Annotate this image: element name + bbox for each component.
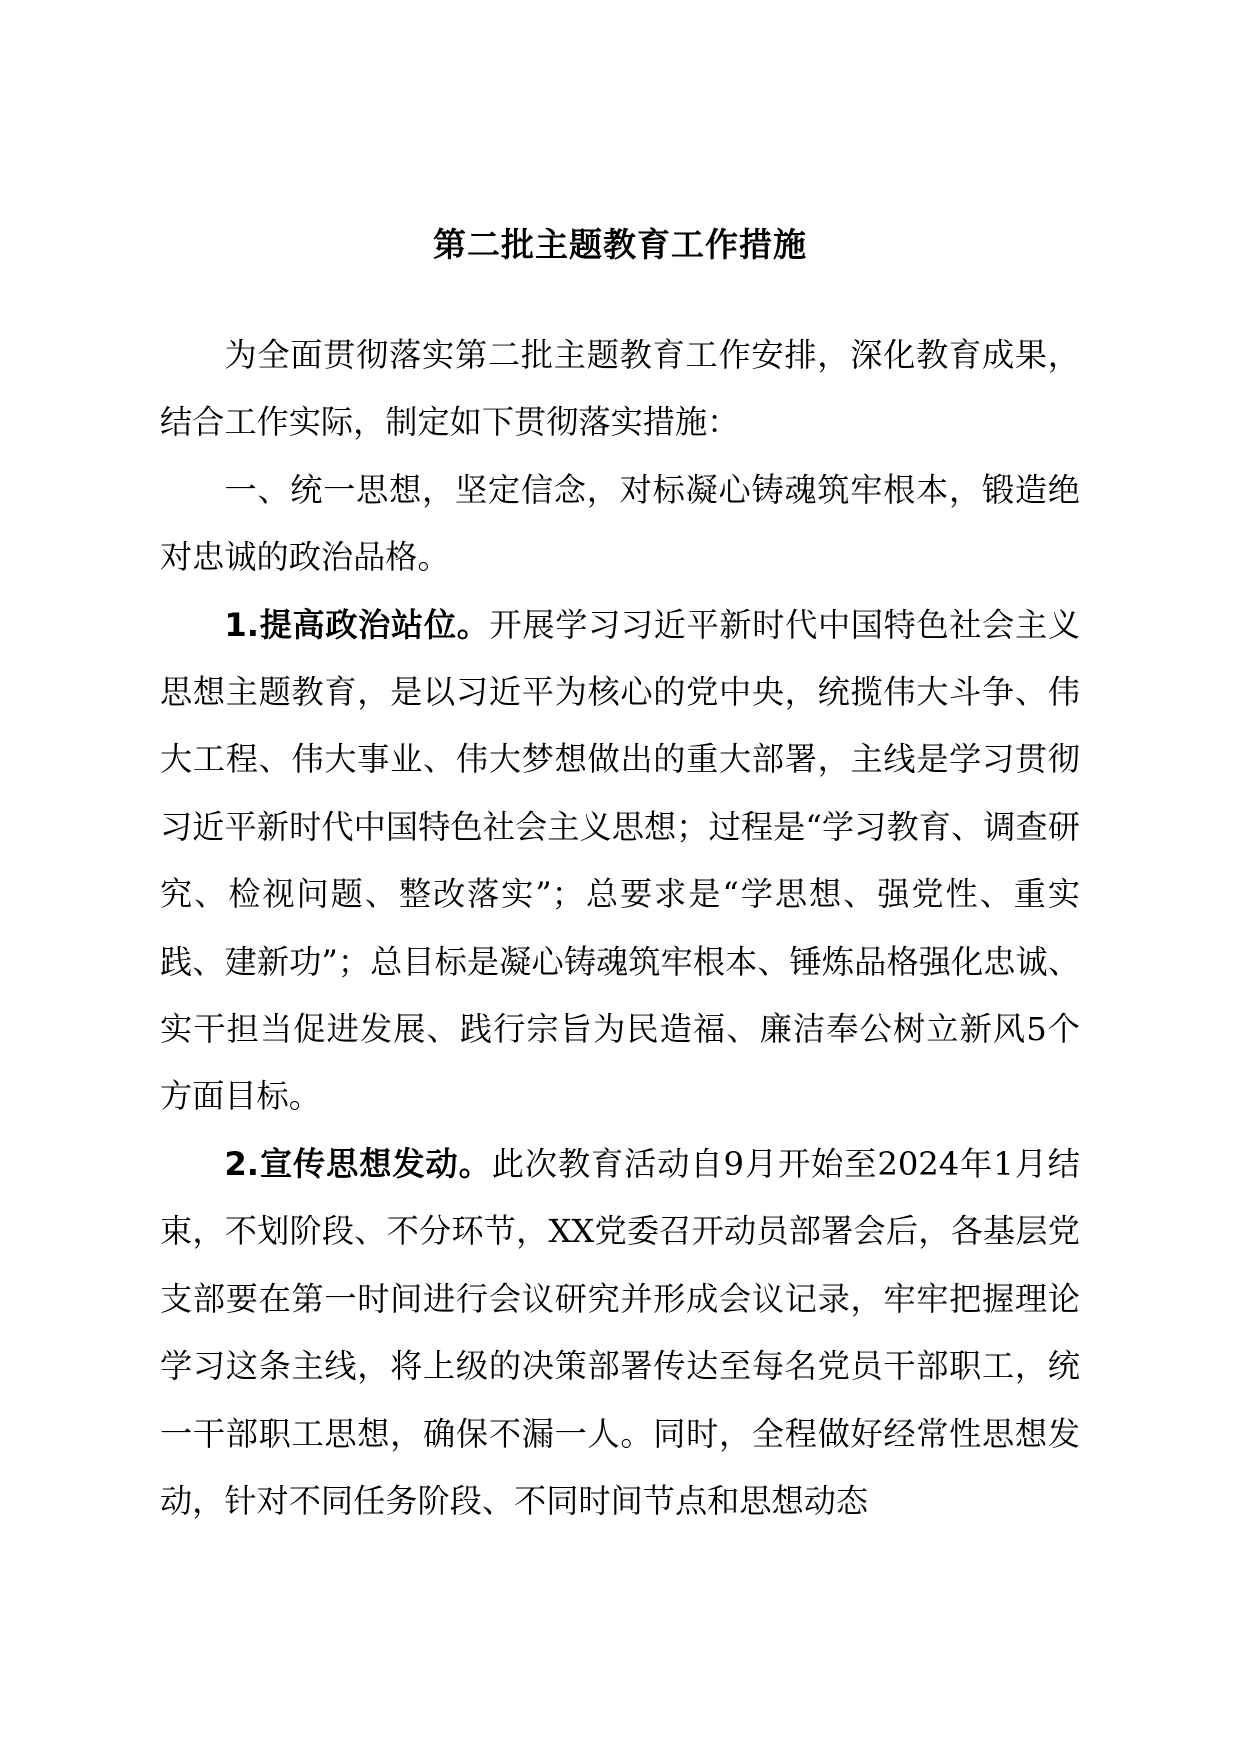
item-1-lead: 1.提高政治站位。: [224, 605, 490, 644]
item-2-text: 此次教育活动自9月开始至2024年1月结束，不划阶段、不分环节，XX党委召开动员部署会后，各基层党支部要在第一时间进行会议研究并形成会议记录，牢牢把握理论学习这条主线，将上级的决策部署传达至每名党员干部职工，统一干部职工思想，确保不漏一人。同时，全程做好经常性思想发动，针对不同任务阶段、不同时间节点和思想动态: [160, 1144, 1080, 1520]
section-one-heading-text: 一、统一思想，坚定信念，对标凝心铸魂筑牢根本，锻造绝对忠诚的政治品格。: [160, 470, 1080, 577]
document-title: 第二批主题教育工作措施: [433, 225, 807, 264]
paragraph-item-1: [160, 592, 1080, 1131]
paragraph-intro: [160, 322, 1080, 457]
item-2-lead: 2.宣传思想发动。: [224, 1144, 492, 1183]
paragraph-intro-text: 为全面贯彻落实第二批主题教育工作安排，深化教育成果，结合工作实际，制定如下贯彻落实措施：: [160, 336, 1080, 442]
item-1-text: 开展学习习近平新时代中国特色社会主义思想主题教育，是以习近平为核心的党中央，统揽伟大斗争、伟大工程、伟大事业、伟大梦想做出的重大部署，主线是学习贯彻习近平新时代中国特色社会主义思想；过程是“学习教育、调查研究、检视问题、整改落实”；总要求是“学思想、强党性、重实践、建新功”；总目标是凝心铸魂筑牢根本、锤炼品格强化忠诚、实干担当促进发展、践行宗旨为民造福、廉洁奉公树立新风5个方面目标。: [160, 605, 1081, 1116]
paragraph-item-2: [160, 1131, 1080, 1535]
document-body: [160, 322, 1080, 1535]
paragraph-section-one-heading: [160, 457, 1080, 592]
